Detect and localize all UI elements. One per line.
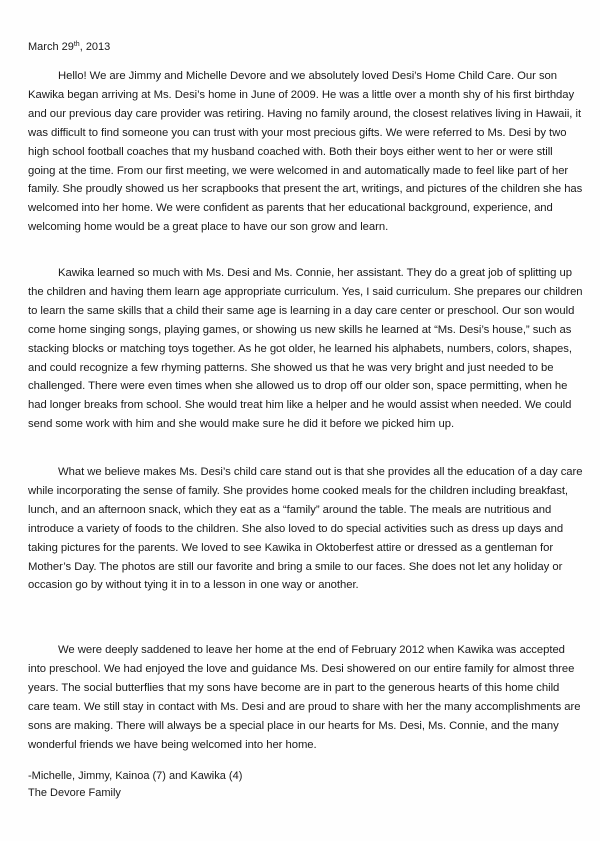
- signature-family: The Devore Family: [28, 787, 121, 799]
- date-month-day: March 29: [28, 41, 74, 53]
- letter-date: [28, 40, 110, 54]
- letter-paragraph-farewell: We were deeply saddened to leave her home at the end of February 2012 when Kawika was accepted into preschool. We had enjoyed the love and guidance Ms. Desi showered on our entire family for almost three years. The social butterflies that my sons have become are in part to the generous hearts of this home child care team. We still stay in contact with Ms. Desi and are proud to share with her the many accomplishments are sons are making. There will always be a special place in our hearts for Ms. Desi, Ms. Connie, and the many wonderful friends we have being welcomed into her home.: [28, 644, 581, 751]
- signature-names: -Michelle, Jimmy, Kainoa (7) and Kawika (4): [28, 770, 243, 782]
- signature-block: [28, 768, 242, 802]
- date-ordinal-suffix: th: [73, 41, 80, 48]
- date-year: , 2013: [79, 41, 111, 53]
- letter-paragraph-learning: Kawika learned so much with Ms. Desi and Ms. Connie, her assistant. They do a great job of splitting up the children and having them learn age appropriate curriculum. Yes, I said curriculum. She prepares our children to learn the same skills that a child their same age is learning in a day care center or preschool. Our son would come home singing songs, playing games, or showing us new skills he learned at “Ms. Desi’s house,” such as stacking blocks or matching toys together. As he got older, he learned his alphabets, numbers, colors, shapes, and could recognize a few rhyming patterns. She showed us that he was very bright and just needed to be challenged. There were even times when she allowed us to drop off our older son, space permitting, when he had longer breaks from school. She would treat him like a helper and he would assist when needed. We could send some work with him and she would make sure he did it before we picked him up.: [28, 267, 583, 431]
- letter-paragraph-intro: Hello! We are Jimmy and Michelle Devore and we absolutely loved Desi’s Home Child Care. Our son Kawika began arriving at Ms. Desi’s home in June of 2009. He was a little over a month shy of his first birthday and our previous day care provider was retiring. Having no family around, the closest relatives living in Hawaii, it was difficult to find someone you can trust with your most precious gifts. We were referred to Ms. Desi by two high school football coaches that my husband coached with. Both their boys either went to her or were still going at the time. From our first meeting, we were welcomed in and automatically made to feel like part of her family. She proudly showed us her scrapbooks that present the art, writings, and pictures of the children she has welcomed into her home. We were confident as parents that her educational background, experience, and welcoming home would be a great place to have our son grow and learn.: [28, 70, 583, 234]
- letter-paragraph-family: What we believe makes Ms. Desi’s child care stand out is that she provides all the education of a day care while incorporating the sense of family. She provides home cooked meals for the children including breakfast, lunch, and an afternoon snack, which they eat as a “family” around the table. The meals are nutritious and introduce a variety of foods to the children. She also loved to do special activities such as dress up days and taking pictures for the parents. We loved to see Kawika in Oktoberfest attire or dressed as a gentleman for Mother’s Day. The photos are still our favorite and bring a smile to our faces. She does not let any holiday or occasion go by without tying it in to a lesson in one way or another.: [28, 466, 583, 592]
